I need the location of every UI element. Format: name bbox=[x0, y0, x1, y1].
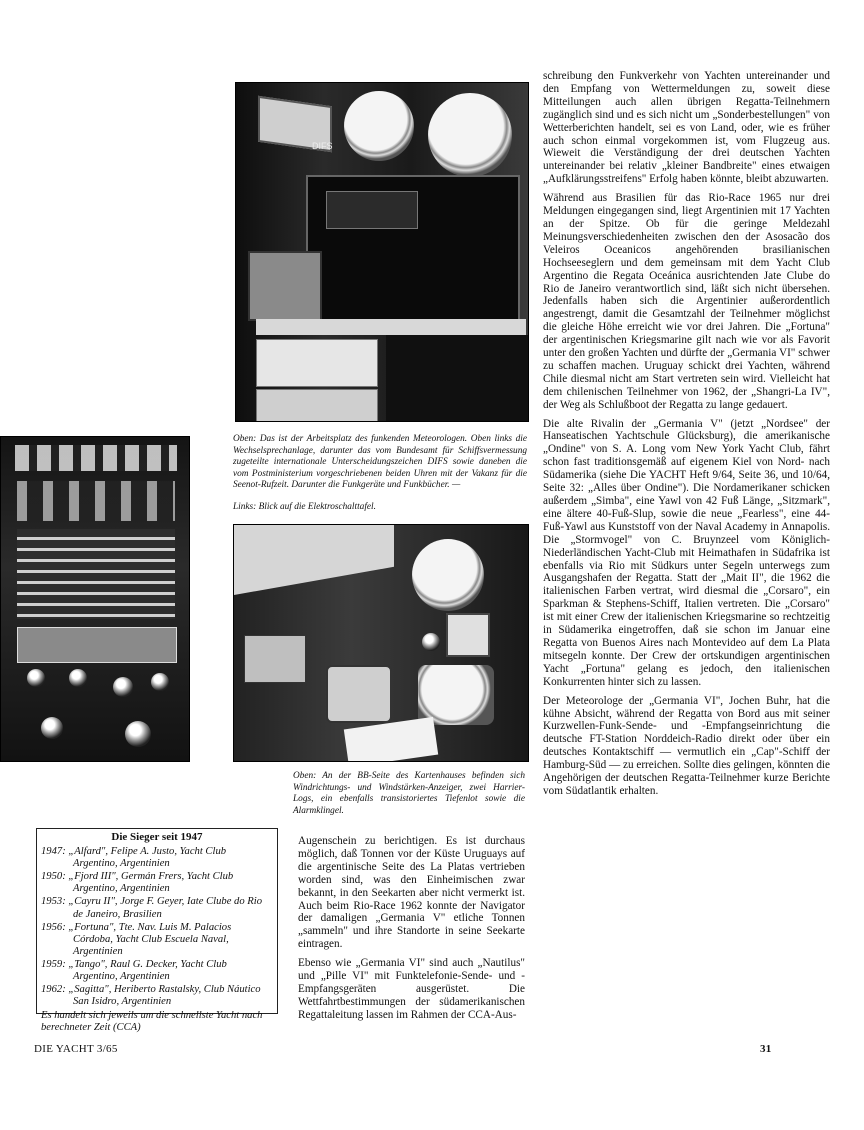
article-paragraph: Ebenso wie „Germania VI" sind auch „Nautilus" und „Pille VI" mit Funktelefonie-Sende- und -Empfangsgeräten ausgerüstet. Die Wettfahrtbestimmungen der südamerikanischen Regattaleitung lassen im Rahmen der CCA-Aus- bbox=[298, 957, 525, 1021]
page-number: 31 bbox=[760, 1043, 772, 1055]
footer-magazine-issue: DIE YACHT 3/65 bbox=[34, 1043, 118, 1055]
article-column-middle bbox=[298, 835, 525, 1028]
caption-left-photo: Links: Blick auf die Elektroschalttafel. bbox=[233, 502, 376, 512]
winner-entry: 1962: „Sagitta", Heriberto Rastalsky, Club Náutico San Isidro, Argentinien bbox=[41, 984, 261, 1008]
article-paragraph: Die alte Rivalin der „Germania V" (jetzt „Nordsee" der Hanseatischen Yachtschule Glücksburg), die amerikanische „Ondine" von S. A. Long vom New York Yacht Club, fährt schon fast traditionsgemäß auf eigenem Kiel von Nord- nach Südamerika (siehe Die YACHT Heft 9/64, Seite 36, und 10/64, Seite 32: „Alles über Ondine"). Die Nordamerikaner schicken außerdem „Simba", eine Yawl von 42 Fuß Länge, „Sitzmark", eine ältere 40-Fuß-Slup, sowie die neue „Fearless", eine 44-Fuß-Yawl aus Kunststoff von der Naval Academy in Annapolis. Die „Stormvogel" von C. Bruynzeel vom Königlich-Niederländischen Yacht-Club mit Heimathafen in Südafrika ist ebenfalls via Rio mit Südkurs unter Segeln unterwegs zum Ausgangshafen der Regatta. Statt der „Mait II", die 1962 die italienischen Farben vertrat, wird diesmal die „Corsaro", ein Sparkman & Stephens-Schiff, Italien vertreten. Die „Corsaro" ist mit einer Crew der italienischen Kriegsmarine so rechtzeitig in Südamerika eingetroffen, daß sie schon im Januar eine Regatta von Buenos Aires nach Montevideo auf dem La Plata mitsegeln konnte. Der Crew der ortskundigen argentinischen Yacht „Fortuna" gelang es jedoch, den italienischen Konkurrenten hinter sich zu lassen. bbox=[543, 417, 830, 688]
article-column-right bbox=[543, 70, 830, 804]
article-paragraph: Augenschein zu berichtigen. Es ist durchaus möglich, daß Tonnen vor der Küste Uruguays auf die argentinische Seite des La Platas vertrieben worden sind, was den Einheimischen zwar bekannt, in den Seekarten aber nicht vermerkt ist. Auch beim Rio-Race 1962 konnte der Navigator der damaligen „Germania V" etliche Tonnen „sammeln" und ihre Standorte in seine Seekarte eintragen. bbox=[298, 835, 525, 951]
winners-sidebar bbox=[36, 828, 278, 1034]
caption-bottom-photo: Oben: An der BB-Seite des Kartenhauses befinden sich Windrichtungs- und Windstärken-Anzeiger, zwei Harrier-Logs, ein ebenfalls transistoriertes Tiefenlot sowie die Alarmklingel. bbox=[293, 771, 525, 816]
article-paragraph: schreibung den Funkverkehr von Yachten untereinander und den Empfang von Wettermeldungen zu, soweit diese Mitteilungen auch allen übrigen Regatta-Teilnehmern zugänglich sind und es sich nicht um „Sonderbestellungen" von Wetterberichten handelt, sei es von Land, oder, wie es früher auch schon einmal vorgekommen ist, vom Flugzeug aus. Wieweit die Verständigung der drei deutschen Yachten untereinander bei relativ „kleiner Bandbreite" eines etwaigen „Aufklärungsstreifens" Erfolg haben könnte, bleibt abzuwarten. bbox=[543, 70, 830, 186]
photo-radio-workplace bbox=[235, 82, 529, 422]
winner-entry: 1953: „Cayru II", Jorge F. Geyer, Iate Clube do Rio de Janeiro, Brasilien bbox=[41, 896, 262, 920]
sidebar-note: Es handelt sich jeweils um die schnellste Yacht nach berechneter Zeit (CCA) bbox=[41, 1010, 263, 1034]
photo-switchboard bbox=[0, 436, 190, 762]
article-paragraph: Während aus Brasilien für das Rio-Race 1965 nur drei Meldungen eingegangen sind, liegt Argentinien mit 17 Yachten an der Spitze. Ob für die geringe Meldezahl Meinungsverschiedenheiten zwischen den der Asosacão dos Veleiros Oceanicos angehörenden brasilianischen Hochseeseglern und dem gemeinsam mit dem Yacht Club Argentino die Regata Oceánica ausrichtenden Jate Clube do Rio de Janeiro verantwortlich sind, läßt sich nicht übersehen. Jedenfalls haben sich die Argentinier außerordentlich angestrengt, damit die Gesamtzahl der Teilnehmer möglichst die gleiche Höhe erreicht wie vor drei Jahren. Die „Fortuna" der argentinischen Kriegsmarine gilt nach wie vor als Favorit unter den großen Yachten und dürfte der „Germania VI" schwer zu schaffen machen. Uruguay schickt drei Yachten, während Chile diesmal nicht am Start vertreten sein wird. Vielleicht hat dem chilenischen Teilnehmer von 1962, der „Shangri-La IV", der Weg als Schlußboot der Regatta zu lange gedauert. bbox=[543, 192, 830, 411]
winner-entry: 1959: „Tango", Raul G. Decker, Yacht Club Argentino, Argentinien bbox=[41, 958, 227, 983]
winner-entry: 1956: „Fortuna", Tte. Nav. Luis M. Palacios Córdoba, Yacht Club Escuela Naval, Argentinien bbox=[41, 921, 232, 957]
photo-sign-difs: DIFS bbox=[312, 141, 333, 151]
sidebar-title: Die Sieger seit 1947 bbox=[111, 831, 203, 843]
photo-chart-house bbox=[233, 524, 529, 762]
caption-top-photo: Oben: Das ist der Arbeitsplatz des funkenden Meteorologen. Oben links die Wechselsprechanlage, darunter das vom Bundesamt für Schiffsvermessung zugeteilte internationale Unterscheidungszeichen DIFS sowie daneben die vom Postministerium vorgeschriebenen beiden Uhren mit der Vakanz für die Seenot-Rufzeit. Darunter die Funkgeräte und Funkbücher. — bbox=[233, 434, 527, 491]
article-paragraph: Der Meteorologe der „Germania VI", Jochen Buhr, hat die kühne Absicht, während der Regatta von Bord aus mit seiner Kurzwellen-Funk-Sende- und -Empfangseinrichtung die deutsche FT-Station Norddeich-Radio direkt oder über ein deutsches Kontaktschiff — vermutlich ein „Cap"-Schiff der Hamburg-Süd — zu erreichen. Sollte dies gelingen, könnten die Angehörigen der deutschen Regatta-Teilnehmer kurze Berichte vom Südatlantik erhalten. bbox=[543, 694, 830, 797]
winner-entry: 1947: „Alfard", Felipe A. Justo, Yacht Club Argentino, Argentinien bbox=[41, 846, 227, 870]
winner-entry: 1950: „Fjord III", Germán Frers, Yacht Club Argentino, Argentinien bbox=[41, 871, 234, 895]
